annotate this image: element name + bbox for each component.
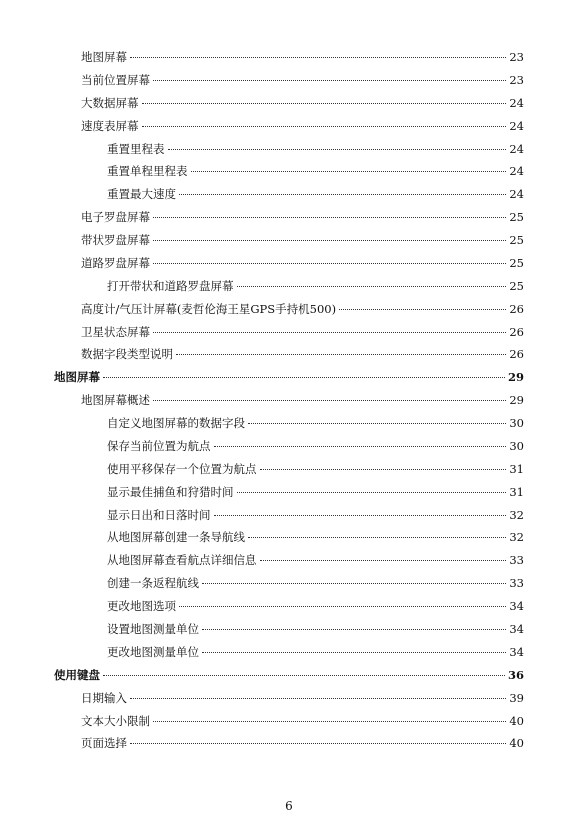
toc-entry[interactable] xyxy=(107,141,524,157)
toc-entry-page: 31 xyxy=(509,462,524,476)
toc-entry-label: 地图屏幕 xyxy=(54,370,100,384)
toc-entry-label: 页面选择 xyxy=(81,736,127,750)
toc-entry[interactable] xyxy=(81,301,524,317)
toc-entry-page: 30 xyxy=(509,416,524,430)
toc-entry-page: 26 xyxy=(509,347,524,361)
toc-entry-page: 34 xyxy=(509,599,524,613)
toc-dot-leader xyxy=(214,446,507,447)
toc-entry[interactable] xyxy=(81,392,524,408)
toc-entry-page: 23 xyxy=(509,73,524,87)
toc-entry-label: 速度表屏幕 xyxy=(81,119,139,133)
toc-entry-page: 25 xyxy=(509,256,524,270)
toc-entry-page: 40 xyxy=(509,714,524,728)
toc-dot-leader xyxy=(153,400,506,401)
toc-entry-label: 设置地图测量单位 xyxy=(107,622,199,636)
toc-entry-page: 32 xyxy=(509,530,524,544)
toc-dot-leader xyxy=(153,332,506,333)
toc-entry-page: 40 xyxy=(509,736,524,750)
toc-entry-label: 使用键盘 xyxy=(54,668,100,682)
toc-entry-page: 26 xyxy=(509,325,524,339)
toc-entry[interactable] xyxy=(81,324,524,340)
toc-entry-label: 保存当前位置为航点 xyxy=(107,439,211,453)
toc-entry-page: 31 xyxy=(509,485,524,499)
toc-entry-page: 29 xyxy=(507,370,524,384)
toc-dot-leader xyxy=(168,149,507,150)
toc-entry[interactable] xyxy=(107,644,524,660)
toc-entry-page: 32 xyxy=(509,508,524,522)
toc-entry-page: 24 xyxy=(509,119,524,133)
toc-dot-leader xyxy=(103,675,505,676)
toc-entry[interactable] xyxy=(107,461,524,477)
toc-entry[interactable] xyxy=(107,507,524,523)
toc-dot-leader xyxy=(153,240,506,241)
toc-entry[interactable] xyxy=(54,667,524,683)
toc-entry-label: 高度计/气压计屏幕(麦哲伦海王星GPS手持机500) xyxy=(81,302,337,316)
toc-dot-leader xyxy=(248,537,506,538)
toc-dot-leader xyxy=(248,423,506,424)
toc-dot-leader xyxy=(130,57,506,58)
toc-entry-label: 重置最大速度 xyxy=(107,187,176,201)
toc-entry-page: 26 xyxy=(509,302,524,316)
toc-entry-label: 地图屏幕概述 xyxy=(81,393,150,407)
toc-entry[interactable] xyxy=(81,346,524,362)
toc-entry-label: 使用平移保存一个位置为航点 xyxy=(107,462,257,476)
toc-entry-label: 显示最佳捕鱼和狩猎时间 xyxy=(107,485,234,499)
toc-dot-leader xyxy=(191,171,507,172)
toc-dot-leader xyxy=(142,103,507,104)
toc-entry-label: 电子罗盘屏幕 xyxy=(81,210,150,224)
toc-dot-leader xyxy=(202,629,506,630)
toc-entry-label: 道路罗盘屏幕 xyxy=(81,256,150,270)
toc-entry-label: 大数据屏幕 xyxy=(81,96,139,110)
toc-entry-page: 25 xyxy=(509,279,524,293)
toc-entry-page: 24 xyxy=(509,164,524,178)
toc-dot-leader xyxy=(237,492,507,493)
toc-entry-label: 从地图屏幕查看航点详细信息 xyxy=(107,553,257,567)
toc-dot-leader xyxy=(153,263,506,264)
toc-entry[interactable] xyxy=(81,232,524,248)
toc-entry-label: 文本大小限制 xyxy=(81,714,150,728)
toc-entry[interactable] xyxy=(107,598,524,614)
toc-dot-leader xyxy=(176,354,506,355)
toc-dot-leader xyxy=(130,743,506,744)
toc-entry-label: 打开带状和道路罗盘屏幕 xyxy=(107,279,234,293)
toc-entry-page: 33 xyxy=(509,576,524,590)
toc-entry-page: 33 xyxy=(509,553,524,567)
toc-entry[interactable] xyxy=(107,529,524,545)
toc-entry[interactable] xyxy=(107,575,524,591)
toc-dot-leader xyxy=(202,583,506,584)
toc-entry-page: 36 xyxy=(507,668,524,682)
toc-entry[interactable] xyxy=(107,552,524,568)
toc-entry-label: 从地图屏幕创建一条导航线 xyxy=(107,530,245,544)
toc-entry-label: 更改地图测量单位 xyxy=(107,645,199,659)
toc-dot-leader xyxy=(153,721,506,722)
toc-entry[interactable] xyxy=(107,278,524,294)
toc-entry[interactable] xyxy=(81,713,524,729)
toc-entry-label: 卫星状态屏幕 xyxy=(81,325,150,339)
toc-entry-label: 重置单程里程表 xyxy=(107,164,188,178)
toc-entry[interactable] xyxy=(81,95,524,111)
toc-dot-leader xyxy=(179,194,506,195)
toc-entry-page: 25 xyxy=(509,210,524,224)
toc-entry[interactable] xyxy=(107,484,524,500)
toc-dot-leader xyxy=(153,217,506,218)
toc-dot-leader xyxy=(103,377,505,378)
toc-entry-page: 25 xyxy=(509,233,524,247)
toc-entry[interactable] xyxy=(107,438,524,454)
toc-entry[interactable] xyxy=(107,415,524,431)
toc-entry-label: 重置里程表 xyxy=(107,142,165,156)
toc-dot-leader xyxy=(153,80,506,81)
toc-entry-page: 23 xyxy=(509,50,524,64)
toc-entry-label: 显示日出和日落时间 xyxy=(107,508,211,522)
toc-entry-label: 创建一条返程航线 xyxy=(107,576,199,590)
toc-entry[interactable] xyxy=(107,621,524,637)
toc-entry-page: 24 xyxy=(509,142,524,156)
toc-entry-label: 数据字段类型说明 xyxy=(81,347,173,361)
toc-dot-leader xyxy=(202,652,506,653)
toc-entry-label: 更改地图选项 xyxy=(107,599,176,613)
toc-entry-page: 34 xyxy=(509,622,524,636)
toc-entry[interactable] xyxy=(81,209,524,225)
toc-entry-label: 日期输入 xyxy=(81,691,127,705)
toc-dot-leader xyxy=(237,286,507,287)
page-number: 6 xyxy=(285,799,293,813)
toc-dot-leader xyxy=(260,560,507,561)
toc-entry-page: 24 xyxy=(509,187,524,201)
toc-entry-label: 带状罗盘屏幕 xyxy=(81,233,150,247)
toc-entry[interactable] xyxy=(81,72,524,88)
toc-dot-leader xyxy=(179,606,506,607)
toc-entry-page: 24 xyxy=(509,96,524,110)
toc-entry[interactable] xyxy=(107,163,524,179)
toc-entry[interactable] xyxy=(54,369,524,385)
toc-entry-label: 地图屏幕 xyxy=(81,50,127,64)
toc-entry[interactable] xyxy=(81,255,524,271)
toc-entry-page: 34 xyxy=(509,645,524,659)
toc-dot-leader xyxy=(142,126,507,127)
toc-dot-leader xyxy=(260,469,507,470)
toc-dot-leader xyxy=(214,515,507,516)
toc-entry-page: 30 xyxy=(509,439,524,453)
toc-entry-page: 39 xyxy=(509,691,524,705)
toc-entry-label: 当前位置屏幕 xyxy=(81,73,150,87)
toc-entry-page: 29 xyxy=(509,393,524,407)
toc-dot-leader xyxy=(339,309,506,310)
toc-entry[interactable] xyxy=(107,186,524,202)
toc-entry[interactable] xyxy=(81,118,524,134)
toc-dot-leader xyxy=(130,698,506,699)
toc-entry[interactable] xyxy=(81,735,524,751)
toc-entry-label: 自定义地图屏幕的数据字段 xyxy=(107,416,245,430)
toc-entry[interactable] xyxy=(81,690,524,706)
toc-entry[interactable] xyxy=(81,49,524,65)
